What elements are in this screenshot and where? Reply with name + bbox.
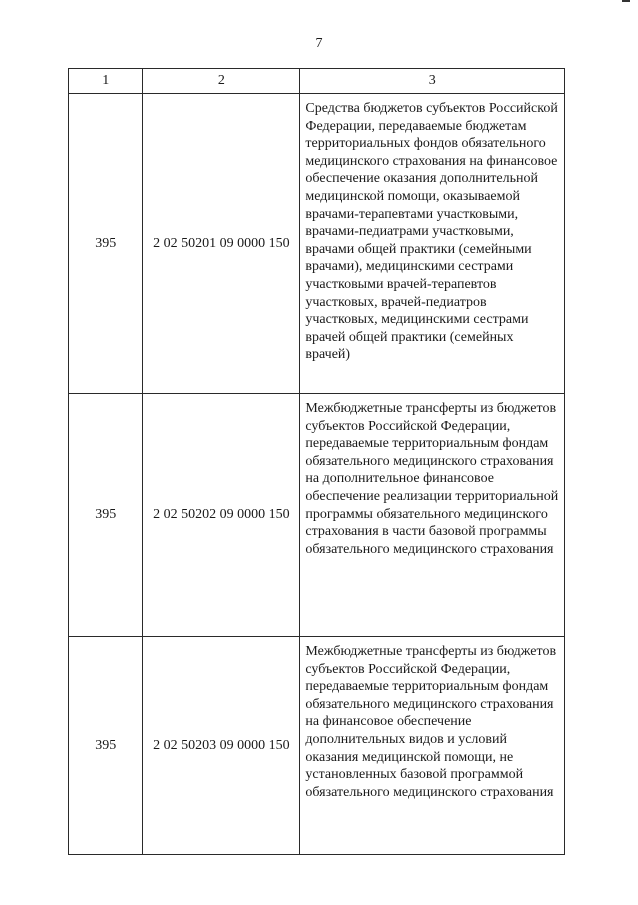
cell-description: Средства бюджетов субъектов Российской Федерации, передаваемые бюджетам территориальных фондов обязательного медицинского страхования на финансовое обеспечение оказания дополнительной медицинской помощи, оказываемой врачами-терапевтами участковыми, врачами-педиатрами участковыми, врачами общей практики (семейными врачами), медицинскими сестрами участковыми врачей-терапевтов участковых, врачей-педиатров участковых, медицинскими сестрами врачей общей практики (семейных врачей) <box>300 94 565 394</box>
cell-description: Межбюджетные трансферты из бюджетов субъектов Российской Федерации, передаваемые территориальным фондам обязательного медицинского страхования на дополнительное финансовое обеспечение реализации территориальной программы обязательного медицинского страхования в части базовой программы обязательного медицинского страхования <box>300 394 565 637</box>
header-col-1: 1 <box>69 69 143 94</box>
corner-mark <box>622 0 630 2</box>
cell-budget-code: 2 02 50202 09 0000 150 <box>143 394 300 637</box>
table-row <box>69 94 565 394</box>
cell-admin-code: 395 <box>69 394 143 637</box>
table-header-row <box>69 69 565 94</box>
page-number: 7 <box>315 36 323 51</box>
cell-admin-code: 395 <box>69 94 143 394</box>
cell-budget-code: 2 02 50201 09 0000 150 <box>143 94 300 394</box>
header-col-2: 2 <box>143 69 300 94</box>
cell-admin-code: 395 <box>69 637 143 855</box>
cell-description: Межбюджетные трансферты из бюджетов субъектов Российской Федерации, передаваемые территориальным фондам обязательного медицинского страхования на финансовое обеспечение дополнительных видов и условий оказания медицинской помощи, не установленных базовой программой обязательного медицинского страхования <box>300 637 565 855</box>
table-row <box>69 637 565 855</box>
document-table <box>68 68 565 855</box>
table-row <box>69 394 565 637</box>
cell-budget-code: 2 02 50203 09 0000 150 <box>143 637 300 855</box>
header-col-3: 3 <box>300 69 565 94</box>
